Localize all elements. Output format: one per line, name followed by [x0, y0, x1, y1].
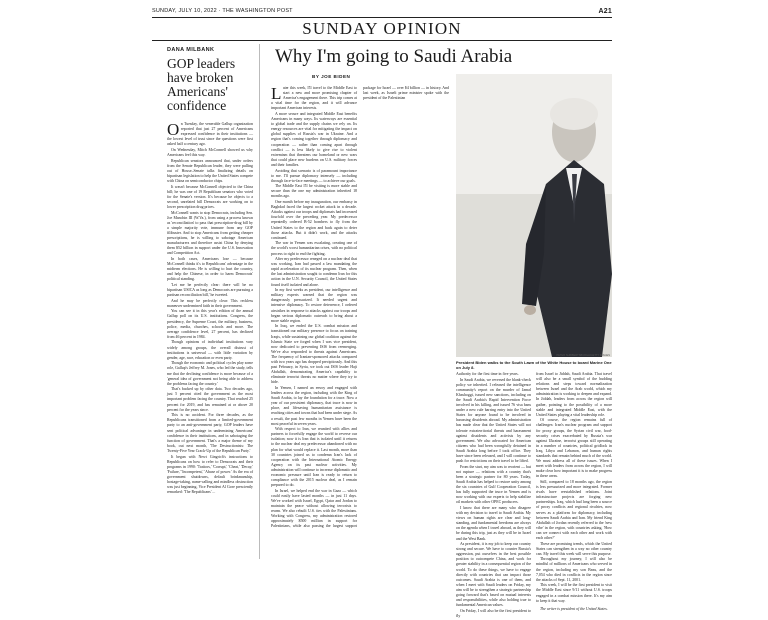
- left-paragraph: Though the economic and political cycles play some role, Gallup's Jeffrey M. Jones, who led the study, tells me that the declining confidence is more because of a 'general idea of government not being able to address the problems facing the country.': [167, 361, 253, 386]
- article-paragraph: A more secure and integrated Middle East benefits Americans in many ways. Its waterways are essential to global trade and the supply chains we rely on. Its energy resources are vital for mitigating the impact on global supplies of Russia's war in Ukraine. And a region that's coming together through diplomacy and cooperation — rather than coming apart through conflict — is less likely to give rise to violent extremism that threatens our homeland or new wars that could place new burdens on U.S. military forces and their families.: [271, 111, 357, 167]
- article-paragraph: Later this week, I'll travel to the Middle East to start a new and more promising chapter of America's engagement there. This trip comes at a vital time for the region, and it will advance important American interests.: [271, 84, 357, 111]
- left-paragraph: On Tuesday, the venerable Gallup organization reported that just 27 percent of Americans expressed confidence in their institutions — the lowest level of trust since the questions were first asked half a century ago.: [167, 120, 253, 147]
- masthead-date: SUNDAY, JULY 10, 2022 · THE WASHINGTON POST: [152, 8, 293, 14]
- left-paragraph: And he may be perfectly clear: This reckless maneuver undermined faith in their government.: [167, 298, 253, 308]
- section-rule: [152, 40, 612, 41]
- article-paragraph: In Iraq, we ended the U.S. combat mission and transitioned our military presence to focus on training Iraqis, while sustaining our global coalition against the Islamic State we forged when I was vice president, now dedicated to preventing ISIS from reemerging. We've also responded to threats against Americans. The frequency of Iranian-sponsored attacks compared with two years ago has dropped precipitously. And this past February, in Syria, we took out ISIS leader Haji Abdullah, demonstrating America's capability to eliminate terrorist threats no matter where they try to hide.: [271, 324, 357, 385]
- article-col-1: [271, 86, 449, 530]
- article-paragraph: Avoiding that scenario is of paramount importance to me. I'll pursue diplomacy intensely — including through face-to-face meetings — to achieve our goals.: [271, 168, 357, 183]
- article-headline: Why I'm going to Saudi Arabia: [275, 46, 513, 67]
- left-headline: GOP leaders have broken Americans' confidence: [167, 56, 236, 113]
- left-paragraph: It began with Newt Gingrich's instructions to Republicans on how to refer to Democrats and their programs in 1990: 'Traitors,' 'Corrupt,' 'Cheat,' 'Decay,' 'Failure,' 'Incompetent,' 'Abuse of power.' As the era of government shutdowns, default brinkmanship, hostage-taking, name-calling and mindless obstruction was just beginning, Vice President Al Gore presciently remarked: 'The Republicans' ...: [167, 454, 253, 495]
- article-paragraph: On Friday, I will also be the first president to fly: [456, 608, 531, 618]
- article-byline: BY JOE BIDEN: [312, 74, 351, 79]
- article-paragraph: From the start, my aim was to reorient — but not rupture — relations with a country that's been a strategic partner for 80 years. Today, Saudi Arabia has helped to restore unity among the six countries of Gulf Cooperation Council, has fully supported the truce in Yemen and is now working with our experts to help stabilize oil markets with other OPEC producers.: [456, 464, 531, 505]
- photo-illustration: [456, 74, 612, 357]
- left-paragraph: It wasn't because McConnell objected to the China bill; he was one of 19 Republican senators who voted for the Senate's version. It's because he objects to a second, unrelated bill Democrats are working on to lower prescription drug prices.: [167, 184, 253, 209]
- section-title: SUNDAY OPINION: [302, 19, 462, 38]
- article-col-2: [456, 372, 531, 620]
- left-paragraph: That's backed up by other data. Two decades ago, just 5 percent cited the government as the most important problem facing the country. That reached 25 percent for 2019, and has remained at or above 20 percent for the years since.: [167, 387, 253, 412]
- article-paragraph: In Saudi Arabia, we reversed the blank-check policy we inherited. I released the intelligence community's report on the murder of Jamal Khashoggi, issued new sanctions, including on the Saudi Arabia's Rapid Intervention Force involved in his killing, and issued 76 visa bans under a new rule barring entry into the United States for anyone found to be involved in harassing dissidents abroad. My administration has made clear that the United States will not tolerate extraterritorial threats and harassment against dissidents and activists by any government. We also advocated for American citizens who had been wrongfully detained in Saudi Arabia long before I took office. They have since been released, and I will continue to push for restrictions on their travel to be lifted.: [456, 377, 531, 464]
- article-paragraph: Of course, the region remains full of challenges: Iran's nuclear program and support for proxy groups, the Syrian civil war, food-security crises exacerbated by Russia's war against Ukraine, terrorist groups still operating in a number of countries, political gridlock in Iraq, Libya and Lebanon, and human rights standards that remain behind much of the world. We must address all of these issues. When I meet with leaders from across the region, I will make clear how important it is to make progress in these areas.: [536, 418, 612, 479]
- page-number: A21: [598, 7, 612, 15]
- article-paragraph: In Yemen, I named an envoy and engaged with leaders across the region, including with the King of Saudi Arabia, to lay the foundation for a truce. Now a year of our persistent diplomacy, that truce is now in place, and lifesaving humanitarian assistance is reaching cities and towns that had been under siege. As a result, the past few months in Yemen have been the most peaceful in seven years.: [271, 385, 357, 426]
- top-rule: [152, 17, 612, 18]
- article-col-3: [536, 372, 612, 612]
- left-paragraph: You can see it in this year's edition of the annual Gallup poll on its U.S. institutions. Congress, the presidency, the Supreme Court, the military, business, police, media, churches, schools and more. The average confidence level, 27 percent, has declined from 46 percent in 1984.: [167, 309, 253, 339]
- photo-credit: PETER SHIBBERTSBURGH/GETTY IMAGES: [556, 354, 610, 357]
- article-paragraph: One month before my inauguration, our embassy in Baghdad faced the largest rocket attack in a decade. Attacks against our troops and diplomats had increased fourfold over the preceding year. My predecessor repeatedly ordered B-52 bombers to fly from the United States to the region and back again to deter those attacks. But it didn't work, and the attacks continued.: [271, 200, 357, 240]
- article-paragraph: Throughout my journey, I will also be mindful of millions of Americans who served in the region, including my son Beau, and the 7,054 who died in conflicts in the region since the attacks of Sept. 11, 2001.: [536, 557, 612, 582]
- left-column: [167, 47, 253, 496]
- left-paragraph: McConnell wants to stop Democrats, including Sen. Joe Manchin III (W.Va.), from using a process known as 'reconciliation' to pass that prescription-drug bill by a simple majority vote, immune from any GOP filibuster. And to stop Americans from getting cheaper prescriptions, he is willing to sabotage American manufacturers and therefore assist China by denying them $52 billion in support under the U.S. Innovation and Competition Act.: [167, 210, 253, 256]
- article-paragraph: In my first weeks as president, our intelligence and military experts warned that the region was dangerously pressurized. It needed urgent and intensive diplomacy. To restore deterrence, I ordered airstrikes in response to attacks against our troops and began serious diplomatic outreach to bring about a more stable region.: [271, 288, 357, 323]
- article-paragraph: The Middle East I'll be visiting is more stable and secure than the one my administration inherited 18 months ago.: [271, 184, 357, 199]
- article-paragraph: In Israel, we helped end the war in Gaza — which could easily have lasted months — in just 11 days. We've worked with Israel, Egypt, Qatar and Jordan to maintain the peace without allowing terrorists to rearm. We also rebuilt U.S. ties with the Palestinians. Working with Congress, my administration restored approximately $500 million in support for Palestinians, while also passing the largest support package for Israel — over $4 billion — in history. And last week, as Israeli prime minister spoke with the president of the Palestinian: [271, 86, 449, 529]
- article-paragraph: With respect to Iran, we reunited with allies and partners to forcefully engage the world to reverse our isolation; now it is Iran that is isolated until it returns to the nuclear deal my predecessor abandoned with no plan for what would replace it. Last month, more than 30 countries joined us to condemn Iran's lack of cooperation with the International Atomic Energy Agency on its past nuclear activities. My administration will continue to increase diplomatic and economic pressure until Iran is ready to return to compliance with the 2015 nuclear deal, as I remain prepared to do.: [271, 427, 357, 488]
- left-paragraph: 'Let me be perfectly clear: there will be no bipartisan USICA as long as Democrats are pursuing a partisan reconciliation bill,' he tweeted.: [167, 282, 253, 298]
- left-paragraph: This is no accident. For three decades, as the Republicans transitioned from a limited-government party to an anti-government party, GOP leaders have sent political advantage in undermining Americans' confidence in their institutions, and in sabotaging the function of government. That's a major theme of my book, out next month, 'The Destructionists: The Twenty-Five Year Crack-Up of the Republican Party.': [167, 413, 253, 453]
- article-paragraph: These are promising trends, which the United States can strengthen in a way no other country can. My travel this week will serve this purpose.: [536, 541, 612, 556]
- article-paragraph: from Israel to Jiddah, Saudi Arabia. That travel will also be a small symbol of the budding relations and steps toward normalization between Israel and the Arab world, which my administration is working to deepen and expand. In Jiddah, leaders from across the region will gather, pointing to the possibility of a more stable and integrated Middle East, with the United States playing a vital leadership role.: [536, 372, 612, 417]
- author-note: The writer is president of the United States.: [540, 606, 608, 611]
- left-author: DANA MILBANK: [167, 47, 215, 53]
- article-paragraph: I know that there are many who disagree with my decision to travel to Saudi Arabia. My views on human rights are clear and long-standing, and fundamental freedoms are always on the agenda when I travel abroad, as they will be during this trip, just as they will be in Israel and the West Bank.: [456, 505, 531, 541]
- column-divider: [259, 44, 260, 559]
- masthead: [152, 6, 612, 16]
- article-paragraph: After my predecessor reneged on a nuclear deal that was working, Iran had passed a law mandating the rapid acceleration of its nuclear program. Then, when the last administration sought to condemn Iran for this action in the U.N. Security Council, the United States found itself isolated and alone.: [271, 257, 357, 287]
- article-paragraph: Still, compared to 18 months ago, the region is less pressurized and more integrated. Former rivals have reestablished relations. Joint infrastructure projects are forging new partnerships. Iraq, which had long been a source of proxy conflicts and regional rivalries, now serves as a platform for diplomacy, including between Saudi Arabia and Iran. My friend King Abdullah of Jordan recently referred to the 'new vibe' in the region, with countries asking, 'How can we connect with each other and work with each other?': [536, 479, 612, 540]
- left-paragraph: Republican senators announced that, under orders from the Senate Republican leader, they were pulling out of House–Senate talks finalizing details on bipartisan legislation to help the United States compete with China on semiconductor chips.: [167, 158, 253, 184]
- biden-photo: [456, 74, 612, 357]
- article-paragraph: This week, I will be the first president to visit the Middle East since 9/11 without U.S. troops engaged in a combat mission there. It's my aim to keep it that way.: [536, 583, 612, 603]
- left-paragraph: In both cases, Americans lose — because McConnell thinks it's to Republicans' advantage in the midterm elections. He is willing to hurt the country, and help the Chinese, in order to harm Democrats' political standing.: [167, 256, 253, 282]
- left-paragraph: On Wednesday, Mitch McConnell showed us why Americans feel this way.: [167, 147, 253, 158]
- photo-caption: President Biden walks to the South Lawn of the White House to board Marine One on July 8.: [456, 360, 612, 370]
- article-paragraph: As president, it is my job to keep our country strong and secure. We have to counter Russia's aggression, put ourselves in the best possible position to outcompete China, and work for greater stability in a consequential region of the world. To do these things, we have to engage directly with countries that can impact those outcomes. Saudi Arabia is one of them, and when I meet with Saudi leaders on Friday, my aim will be to strengthen a strategic partnership going forward that's based on mutual interests and responsibilities, while also holding true to fundamental American values.: [456, 542, 531, 608]
- left-paragraph: Though opinions of individual institutions vary widely among groups, the overall distrust of institutions is universal — with little variation by gender, age, race, education or even party.: [167, 340, 253, 360]
- article-paragraph: Authority for the first time in five years.: [456, 372, 519, 376]
- article-paragraph: The war in Yemen was escalating, creating one of the world's worst humanitarian crises, with no political process to right to end the fighting.: [271, 241, 357, 256]
- left-body: [167, 122, 253, 495]
